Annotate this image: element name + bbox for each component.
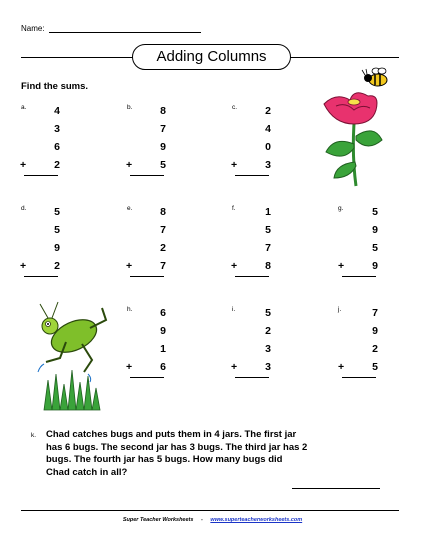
plus-sign: + [126,260,133,272]
name-line[interactable] [49,32,201,33]
plus-sign: + [338,260,345,272]
addend: 8 [160,105,166,117]
addend: 2 [265,325,271,337]
addend: 2 [54,159,60,171]
addend: 6 [54,141,60,153]
addend: 4 [265,123,271,135]
footer-brand: Super Teacher Worksheets [122,517,194,523]
addend: 7 [160,260,166,272]
problem-label: g. [338,205,344,212]
page-title: Adding Columns [132,44,291,70]
footer [0,517,425,523]
word-problem-text: Chad catches bugs and puts them in 4 jars. The first jar has 6 bugs. The second jar has 3 bugs. The third jar has 2 bugs. The fourth jar has 5 bugs. How many bugs did Chad catch in all? [46,429,308,478]
addend: 7 [160,224,166,236]
sum-line [130,276,164,277]
problem-label: h. [127,306,133,313]
problem-label: b. [127,104,133,111]
addend: 5 [372,206,378,218]
sum-line [130,377,164,378]
grasshopper-icon [32,300,112,412]
addend: 9 [372,325,378,337]
addend: 1 [160,343,166,355]
problem-label: i. [232,306,236,313]
problem-label: f. [232,205,236,212]
addend: 7 [372,307,378,319]
addend: 7 [265,242,271,254]
addend: 0 [265,141,271,153]
addend: 2 [265,105,271,117]
addend: 5 [54,224,60,236]
addend: 4 [54,105,60,117]
sum-line [235,377,269,378]
addend: 5 [160,159,166,171]
word-problem-answer-line[interactable] [292,488,380,489]
plus-sign: + [126,159,133,171]
plus-sign: + [338,361,345,373]
plus-sign: + [231,159,238,171]
addend: 2 [160,242,166,254]
addend: 6 [160,361,166,373]
sum-line [235,276,269,277]
plus-sign: + [231,260,238,272]
problem-label: c. [232,104,238,111]
problem-label: d. [21,205,27,212]
plus-sign: + [231,361,238,373]
instructions: Find the sums. [21,81,89,92]
addend: 5 [265,224,271,236]
footer-url[interactable]: www.superteacherworksheets.com [210,517,303,523]
addend: 9 [372,224,378,236]
addend: 6 [160,307,166,319]
problem-label: e. [127,205,133,212]
addend: 7 [160,123,166,135]
addend: 2 [54,260,60,272]
footer-rule [21,510,399,511]
addend: 9 [372,260,378,272]
plus-sign: + [20,159,27,171]
addend: 3 [265,159,271,171]
addend: 3 [54,123,60,135]
addend: 5 [372,242,378,254]
addend: 5 [54,206,60,218]
addend: 8 [265,260,271,272]
footer-separator: - [200,517,203,523]
name-label: Name: [21,24,45,33]
addend: 1 [265,206,271,218]
sum-line [24,175,58,176]
addend: 3 [265,343,271,355]
plus-sign: + [126,361,133,373]
problem-label: j. [338,306,342,313]
sum-line [235,175,269,176]
addend: 9 [54,242,60,254]
addend: 2 [372,343,378,355]
word-problem-label: k. [31,432,37,439]
addend: 9 [160,325,166,337]
plus-sign: + [20,260,27,272]
addend: 5 [372,361,378,373]
sum-line [342,377,376,378]
sum-line [24,276,58,277]
addend: 8 [160,206,166,218]
addend: 9 [160,141,166,153]
addend: 3 [265,361,271,373]
flower-bee-icon [316,66,394,188]
problem-label: a. [21,104,27,111]
addend: 5 [265,307,271,319]
sum-line [342,276,376,277]
sum-line [130,175,164,176]
